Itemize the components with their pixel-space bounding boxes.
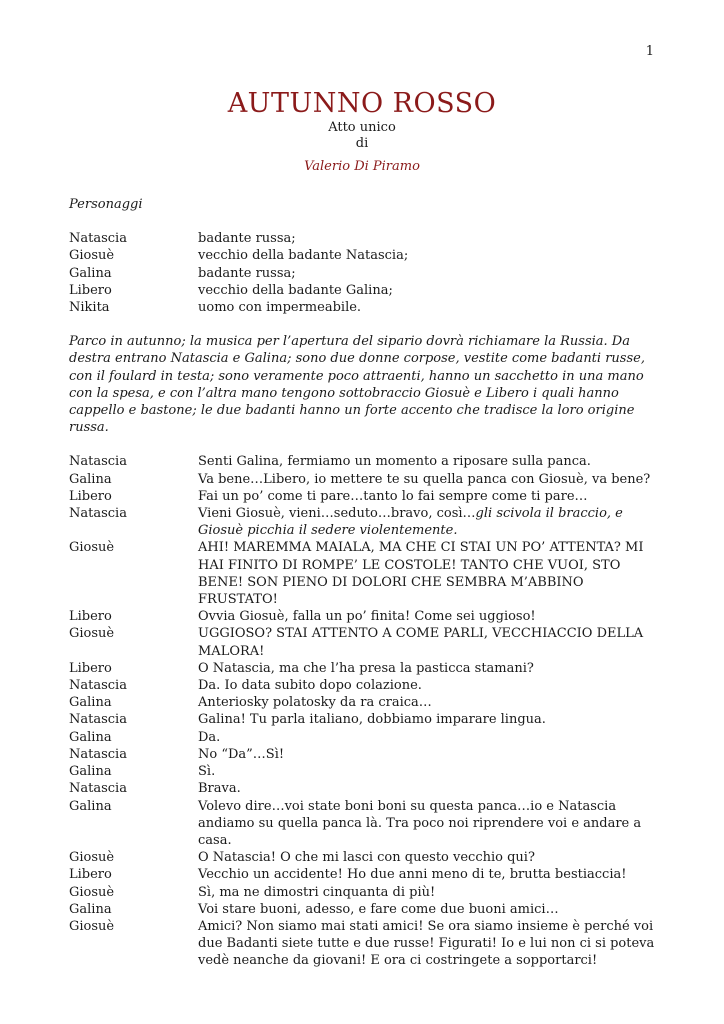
dialogue-row [69,918,659,970]
script-body [69,196,659,970]
character-row [69,247,659,264]
dialogue-line: Vecchio un accidente! Ho due anni meno di te, brutta bestiaccia! [198,867,627,883]
character-row [69,230,659,247]
dialogue-row [69,488,659,505]
dialogue-row [69,711,659,728]
dialogue-line: Va bene…Libero, io mettere te su quella panca con Giosuè, va bene? [198,471,651,487]
play-title: AUTUNNO ROSSO [227,88,497,119]
dialogue-row [69,884,659,901]
speaker-name: Libero [69,609,112,625]
speaker-name: Galina [69,695,112,711]
dialogue-row [69,901,659,918]
stage-direction: Parco in autunno; la musica per l’apertura del sipario dovrà richiamare la Russia. Da destra entrano Natascia e Galina; sono due donne corpose, vestite come badanti russe, con il foulard in testa; sono veramente poco attraenti, hanno un sacchetto in una mano con la spesa, e con l’altra mano tengono sottobraccio Giosuè e Libero i quali hanno cappello e bastone; le due badanti hanno un forte accento che tradisce la loro origine russa. [69,334,645,436]
character-desc: vecchio della badante Galina; [198,282,393,298]
dialogue-line: O Natascia! O che mi lasci con questo vecchio qui? [198,850,535,866]
dialogue-line: No “Da”…Sì! [198,746,285,762]
speaker-name: Galina [69,471,112,487]
dialogue-line: Fai un po’ come ti pare…tanto lo fai sempre come ti pare… [198,488,588,504]
speaker-name: Natascia [69,781,127,797]
speaker-name: Galina [69,764,112,780]
subtitle-di: di [355,136,369,151]
character-desc: badante russa; [198,231,296,247]
characters-list [69,230,659,316]
dialogue-row [69,625,659,659]
dialogue-row [69,453,659,470]
title-block [0,88,724,176]
character-row [69,265,659,282]
character-row [69,299,659,316]
dialogue-line: Amici? Non siamo mai stati amici! Se ora siamo insieme è perché voi due Badanti siete tutte e due russe! Figurati! Io e lui non ci si poteva vedè neanche da giovani! E ora ci costringete a sopportarci! [198,918,655,969]
dialogue-line: Anteriosky polatosky da ra craica… [198,695,432,711]
speaker-name: Giosuè [69,884,115,900]
dialogue-row [69,763,659,780]
speaker-name: Galina [69,729,112,745]
speaker-name: Giosuè [69,626,115,642]
dialogue-line: Voi stare buoni, adesso, e fare come due buoni amici… [198,901,559,917]
dialogue-line: Brava. [198,781,241,797]
speaker-name: Giosuè [69,918,115,934]
dialogue-row [69,539,659,608]
dialogue-line: Galina! Tu parla italiano, dobbiamo imparare lingua. [198,712,546,728]
subtitle-act: Atto unico [328,120,396,135]
dialogue-row [69,471,659,488]
inline-stage-direction: gli scivola il braccio, e Giosuè picchia il sedere violentemente. [198,506,623,539]
character-name: Giosuè [69,248,115,264]
page-number: 1 [645,44,654,59]
dialogue-line: Ovvia Giosuè, falla un po’ finita! Come sei uggioso! [198,609,536,625]
dialogue-line: Sì. [198,764,216,780]
dialogue-line: Sì, ma ne dimostri cinquanta di più! [198,884,436,900]
speaker-name: Libero [69,867,112,883]
speaker-name: Natascia [69,454,127,470]
dialogue-list [69,453,659,969]
speaker-name: Natascia [69,506,127,522]
character-name: Galina [69,265,112,281]
character-desc: uomo con impermeabile. [198,300,362,316]
dialogue-row [69,729,659,746]
dialogue-line: AHI! MAREMMA MAIALA, MA CHE CI STAI UN PO’ ATTENTA? MI HAI FINITO DI ROMPE’ LE COSTOLE! TANTO CHE VUOI, STO BENE! SON PIENO DI DOLORI CHE SEMBRA M’ABBINO FRUSTATO! [198,540,644,608]
speaker-name: Galina [69,901,112,917]
character-desc: badante russa; [198,265,296,281]
dialogue-line: Da. Io data subito dopo colazione. [198,678,422,694]
speaker-name: Giosuè [69,540,115,556]
dialogue-line: Da. [198,729,221,745]
dialogue-line: UGGIOSO? STAI ATTENTO A COME PARLI, VECCHIACCIO DELLA MALORA! [198,626,644,659]
dialogue-row [69,677,659,694]
dialogue-row [69,746,659,763]
dialogue-row [69,505,659,539]
dialogue-line: O Natascia, ma che l’ha presa la pasticca stamani? [198,660,534,676]
character-row [69,282,659,299]
dialogue-line: Volevo dire…voi state boni boni su questa panca…io e Natascia andiamo su quella panca là. Tra poco noi riprendere voi e andare a casa. [198,798,642,848]
dialogue-row [69,694,659,711]
character-name: Nikita [69,300,110,316]
dialogue-row [69,608,659,625]
speaker-name: Libero [69,660,112,676]
author-name: Valerio Di Piramo [304,159,420,174]
character-desc: vecchio della badante Natascia; [198,248,409,264]
speaker-name: Natascia [69,678,127,694]
dialogue-row [69,849,659,866]
dialogue-row [69,866,659,883]
dialogue-line-with-direction [198,505,659,539]
character-name: Natascia [69,231,127,247]
characters-heading: Personaggi [69,197,143,212]
dialogue-row [69,780,659,797]
speaker-name: Natascia [69,712,127,728]
dialogue-line: Senti Galina, fermiamo un momento a riposare sulla panca. [198,454,591,470]
dialogue-line: Vieni Giosuè, vieni…seduto…bravo, così… [198,506,476,522]
dialogue-row [69,660,659,677]
speaker-name: Natascia [69,746,127,762]
dialogue-row [69,798,659,850]
speaker-name: Galina [69,798,112,814]
speaker-name: Giosuè [69,850,115,866]
speaker-name: Libero [69,488,112,504]
character-name: Libero [69,282,112,298]
